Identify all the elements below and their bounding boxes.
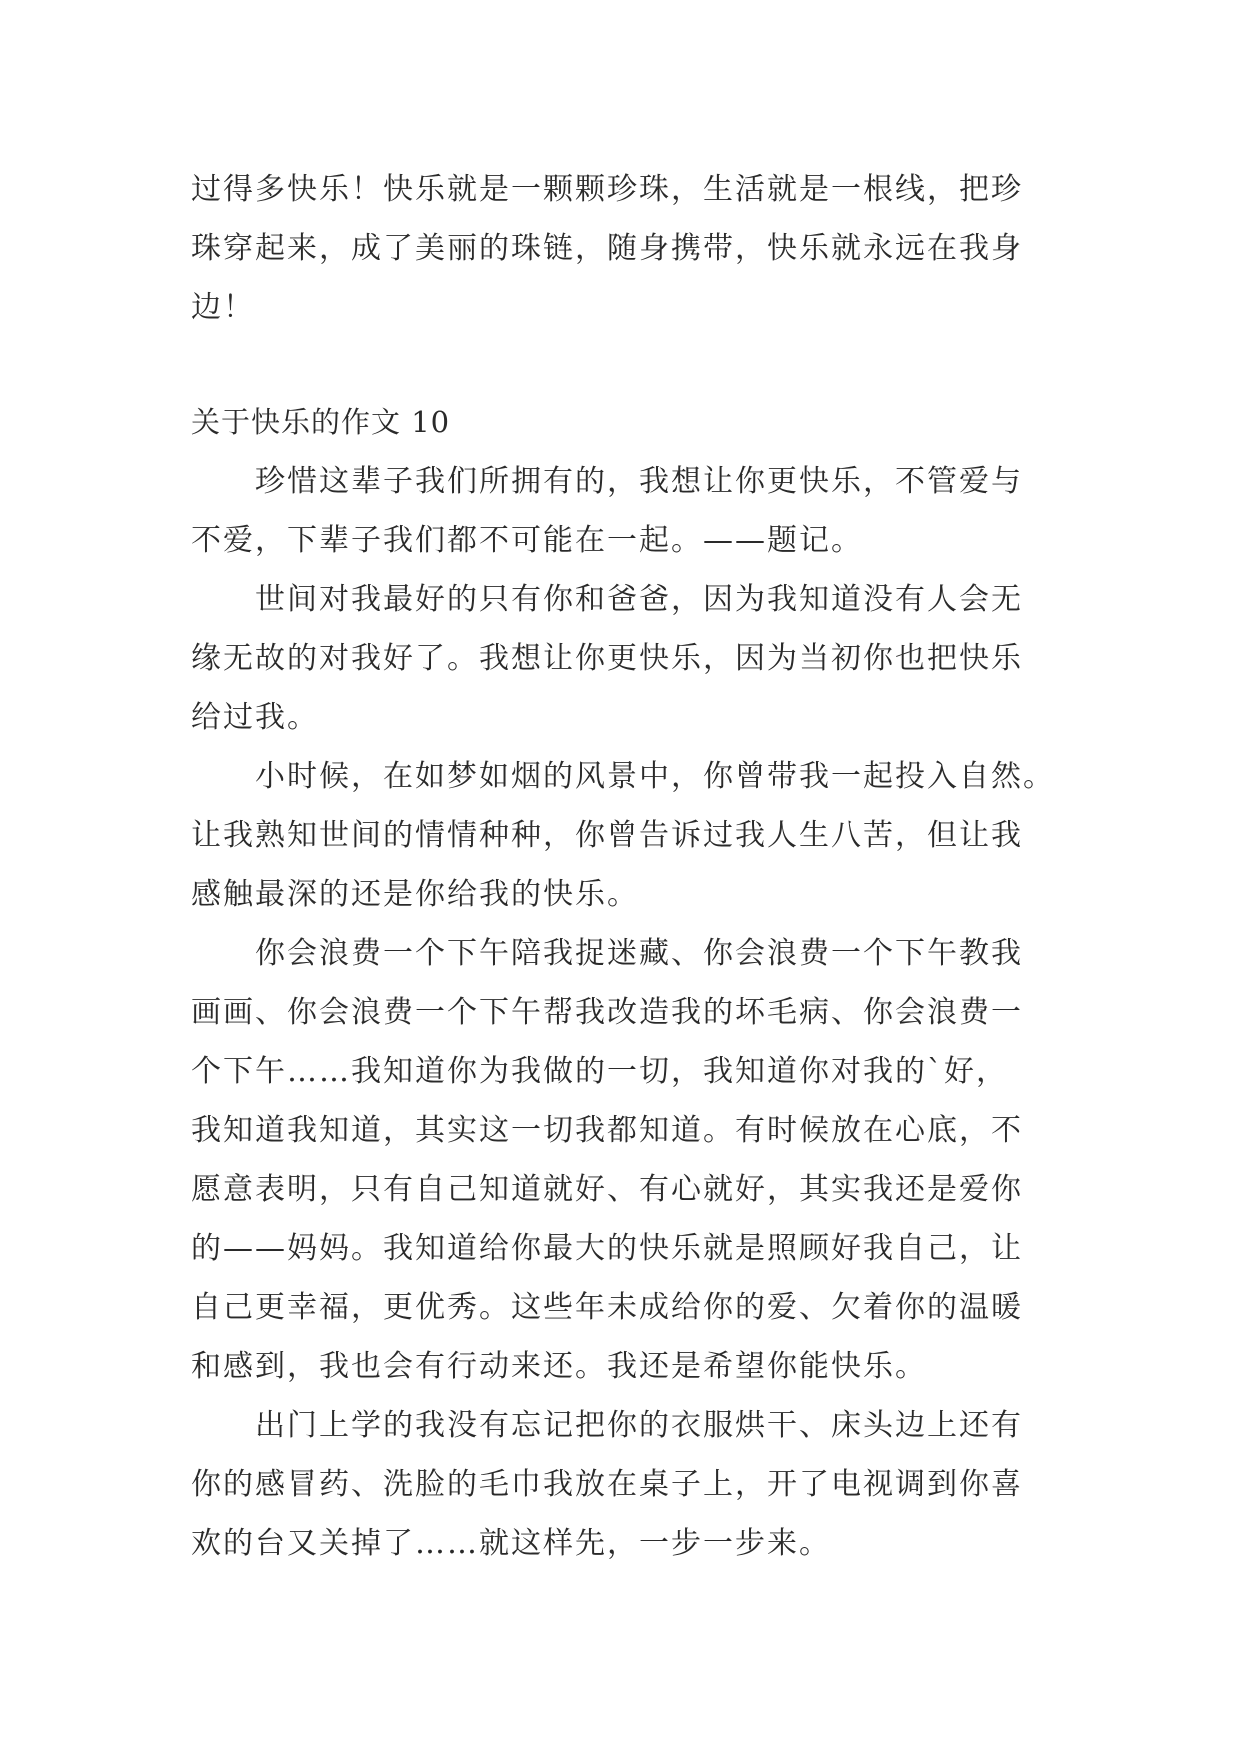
text-line: 欢的台又关掉了……就这样先，一步一步来。 bbox=[191, 1526, 831, 1561]
paragraph-4 bbox=[191, 924, 1051, 1396]
text-line: 感触最深的还是你给我的快乐。 bbox=[191, 877, 639, 912]
text-line: 我知道我知道，其实这一切我都知道。有时候放在心底，不 bbox=[191, 1113, 1023, 1148]
text-line: 愿意表明，只有自己知道就好、有心就好，其实我还是爱你 bbox=[191, 1172, 1023, 1207]
paragraph-5 bbox=[191, 1396, 1051, 1573]
paragraph-3 bbox=[191, 747, 1055, 924]
paragraph-2 bbox=[191, 570, 1051, 747]
text-line: 缘无故的对我好了。我想让你更快乐，因为当初你也把快乐 bbox=[191, 641, 1023, 676]
text-line: 让我熟知世间的情情种种，你曾告诉过我人生八苦，但让我 bbox=[191, 818, 1023, 853]
text-line: 出门上学的我没有忘记把你的衣服烘干、床头边上还有 bbox=[255, 1408, 1023, 1443]
text-line: 珠穿起来，成了美丽的珠链，随身携带，快乐就永远在我身 bbox=[191, 231, 1023, 266]
text-line: 你会浪费一个下午陪我捉迷藏、你会浪费一个下午教我 bbox=[255, 936, 1023, 971]
text-line: 珍惜这辈子我们所拥有的，我想让你更快乐，不管爱与 bbox=[255, 464, 1023, 499]
text-line: 个下午……我知道你为我做的一切，我知道你对我的`好， bbox=[191, 1054, 1008, 1089]
essay-section bbox=[191, 393, 1055, 1573]
text-line: 画画、你会浪费一个下午帮我改造我的坏毛病、你会浪费一 bbox=[191, 995, 1023, 1030]
text-line: 的——妈妈。我知道给你最大的快乐就是照顾好我自己，让 bbox=[191, 1231, 1023, 1266]
text-line: 边！ bbox=[191, 290, 255, 325]
text-line: 你的感冒药、洗脸的毛巾我放在桌子上，开了电视调到你喜 bbox=[191, 1467, 1023, 1502]
text-line: 不爱，下辈子我们都不可能在一起。——题记。 bbox=[191, 523, 863, 558]
text-line: 过得多快乐！快乐就是一颗颗珍珠，生活就是一根线，把珍 bbox=[191, 172, 1023, 207]
text-line: 小时候，在如梦如烟的风景中，你曾带我一起投入自然。 bbox=[255, 759, 1055, 794]
text-line: 给过我。 bbox=[191, 700, 319, 735]
continuation-paragraph bbox=[191, 160, 1051, 337]
text-line: 自己更幸福，更优秀。这些年未成给你的爱、欠着你的温暖 bbox=[191, 1290, 1023, 1325]
text-line: 和感到，我也会有行动来还。我还是希望你能快乐。 bbox=[191, 1349, 927, 1384]
paragraph-1 bbox=[191, 452, 1051, 570]
section-heading: 关于快乐的作文 10 bbox=[191, 405, 451, 439]
text-line: 世间对我最好的只有你和爸爸，因为我知道没有人会无 bbox=[255, 582, 1023, 617]
